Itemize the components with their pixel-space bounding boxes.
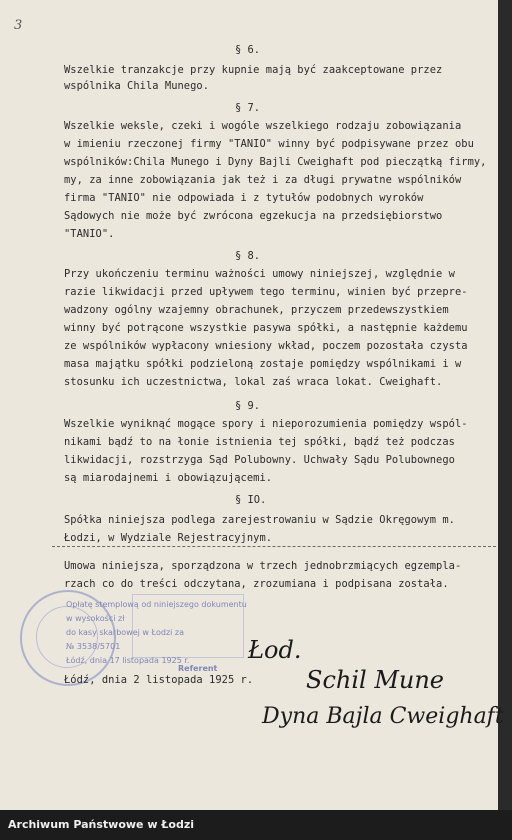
signature-dyna-bajla: Dyna Bajla Cweighaft (262, 704, 504, 729)
section-8-line-5: ze wspólników wypłacony wniesiony wkład, poczem pozostała czysta (64, 340, 468, 352)
section-8-line-7: stosunku ich uczestnictwa, lokal zaś wraca lokat. Cweighaft. (64, 376, 443, 388)
stamp-line-4: № 3538/5701 (66, 642, 121, 651)
section-10-heading: § IO. (235, 494, 267, 506)
page-number: 3 (14, 18, 23, 33)
section-8-line-4: winny być potrącone wszystkie pasywa spółki, a następnie każdemu (64, 322, 468, 334)
closing-line-2: rzach co do treści odczytana, zrozumiana i podpisana została. (64, 578, 449, 590)
stamp-line-3: do kasy skarbowej w Łodzi za (66, 628, 185, 637)
section-8-line-2: razie likwidacji przed upływem tego terminu, winien być przepre- (64, 286, 468, 298)
section-10-line-2: Łodzi, w Wydziale Rejestracyjnym. (64, 532, 273, 544)
section-7-line-6: Sądowych nie może być zwrócona egzekucja na przedsiębiorstwo (64, 210, 443, 222)
section-9-line-2: nikami bądź to na łonie istnienia tej spółki, bądź też podczas (64, 436, 455, 448)
signature-initials: Łod. (248, 636, 302, 664)
section-9-line-1: Wszelkie wyniknąć mogące spory i nieporozumienia pomiędzy wspól- (64, 418, 468, 430)
archive-footer-label: Archiwum Państwowe w Łodzi (8, 818, 195, 831)
stamp-line-5: Łódź, dnia 17 listopada 1925 r. (66, 656, 190, 665)
section-7-line-5: firma "TANIO" nie odpowiada i z tytułów podobnych wyroków (64, 192, 424, 204)
stamp-line-2: w wysokości zł (66, 614, 125, 623)
section-6-line-1: Wszelkie tranzakcje przy kupnie mają być zaakceptowane przez (64, 64, 443, 76)
dashed-separator (52, 546, 496, 547)
section-8-line-3: wadzony ogólny wzajemny obrachunek, przyczem przedewszystkiem (64, 304, 449, 316)
date-line: Łódź, dnia 2 listopada 1925 r. (64, 674, 254, 686)
section-7-line-3: wspólników:Chila Munego i Dyny Bajli Cweighaft pod pieczątką firmy, (64, 156, 487, 168)
stamp-line-1: Opłatę stemplową od niniejszego dokumentu (66, 600, 247, 609)
section-6-heading: § 6. (235, 44, 261, 56)
section-7-line-7: "TANIO". (64, 228, 115, 240)
section-9-heading: § 9. (235, 400, 261, 412)
section-9-line-4: są miarodajnemi i obowiązującemi. (64, 472, 273, 484)
stamp-referent: Referent (178, 664, 218, 673)
section-7-line-1: Wszelkie weksle, czeki i wogóle wszelkiego rodzaju zobowiązania (64, 120, 462, 132)
section-8-line-6: masa majątku spółki podzieloną zostaje pomiędzy wspólnikami i w (64, 358, 462, 370)
section-7-line-2: w imieniu rzeczonej firmy "TANIO" winny być podpisywane przez obu (64, 138, 474, 150)
section-8-heading: § 8. (235, 250, 261, 262)
closing-line-1: Umowa niniejsza, sporządzona w trzech jednobrzmiących egzempla- (64, 560, 462, 572)
section-6-line-2: wspólnika Chila Munego. (64, 80, 210, 92)
section-9-line-3: likwidacji, rozstrzyga Sąd Polubowny. Uchwały Sądu Polubownego (64, 454, 455, 466)
section-8-line-1: Przy ukończeniu terminu ważności umowy niniejszej, względnie w (64, 268, 455, 280)
section-7-line-4: my, za inne zobowiązania jak też i za długi prywatne wspólników (64, 174, 462, 186)
page-edge (498, 0, 512, 810)
section-7-heading: § 7. (235, 102, 261, 114)
signature-chil-muny: Schil Mune (306, 666, 445, 694)
section-10-line-1: Spółka niniejsza podlega zarejestrowaniu w Sądzie Okręgowym m. (64, 514, 455, 526)
